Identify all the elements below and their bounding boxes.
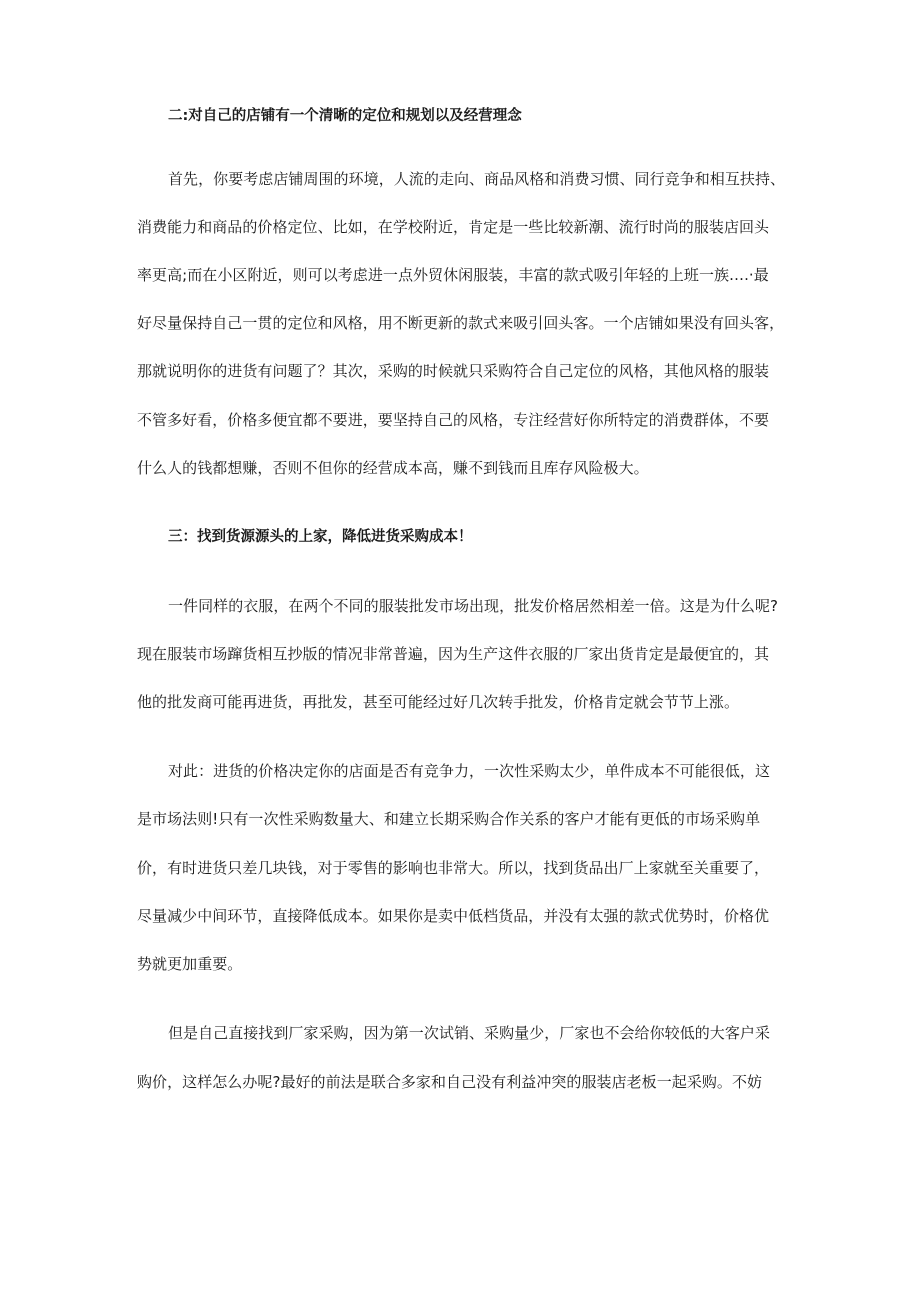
paragraph-line: 不管多好看，价格多便宜都不要进，要坚持自己的风格，专注经营好你所特定的消费群体，不要: [137, 411, 770, 429]
paragraph-line: 率更高;而在小区附近，则可以考虑进一点外贸休闲服装，丰富的款式吸引年轻的上班一族….·最: [137, 266, 769, 284]
paragraph-line: 首先，你要考虑店铺周围的环境，人流的走向、商品风格和消费习惯、同行竞争和相互扶持、: [168, 170, 786, 188]
paragraph-line: 购价，这样怎么办呢?最好的前法是联合多家和自己没有利益冲突的服装店老板一起采购。不妨: [137, 1073, 763, 1091]
paragraph-line: 那就说明你的进货有问题了？其次，采购的时候就只采购符合自己定位的风格，其他风格的服装: [137, 362, 770, 380]
section-3-heading: 三：找到货源源头的上家，降低进货采购成本！: [168, 529, 473, 545]
paragraph-line: 现在服装市场蹿货相互抄版的情况非常普遍，因为生产这件衣服的厂家出货肯定是最便宜的，其: [137, 645, 770, 663]
paragraph-line: 对此：进货的价格决定你的店面是否有竞争力，一次性采购太少，单件成本不可能很低，这: [168, 762, 771, 780]
paragraph-line: 什么人的钱都想赚，否则不但你的经营成本高，赚不到钱而且库存风险极大。: [137, 459, 649, 477]
paragraph-line: 好尽量保持自己一贯的定位和风格，用不断更新的款式来吸引回头客。一个店铺如果没有回头客，: [137, 314, 785, 332]
paragraph-line: 消费能力和商品的价格定位、比如，在学校附近，肯定是一些比较新潮、流行时尚的服装店回头: [137, 218, 770, 236]
section-2-heading: 二:对自己的店铺有一个清晰的定位和规划以及经营理念: [168, 108, 522, 124]
paragraph-line: 他的批发商可能再进货，再批发，甚至可能经过好几次转手批发，价格肯定就会节节上涨。: [137, 693, 740, 711]
paragraph-line: 是市场法则!只有一次性采购数量大、和建立长期采购合作关系的客户才能有更低的市场采购单: [137, 810, 761, 828]
paragraph-line: 价，有时进货只差几块钱，对于零售的影响也非常大。所以，找到货品出厂上家就至关重要了，: [137, 859, 770, 877]
paragraph-line: 一件同样的衣服，在两个不同的服装批发市场出现，批发价格居然相差一倍。这是为什么呢?: [168, 597, 779, 615]
paragraph-line: 势就更加重要。: [137, 955, 243, 973]
paragraph-line: 但是自己直接找到厂家采购，因为第一次试销、采购量少，厂家也不会给你较低的大客户采: [168, 1024, 771, 1042]
paragraph-line: 尽量减少中间环节，直接降低成本。如果你是卖中低档货品，并没有太强的款式优势时，价格优: [137, 907, 770, 925]
